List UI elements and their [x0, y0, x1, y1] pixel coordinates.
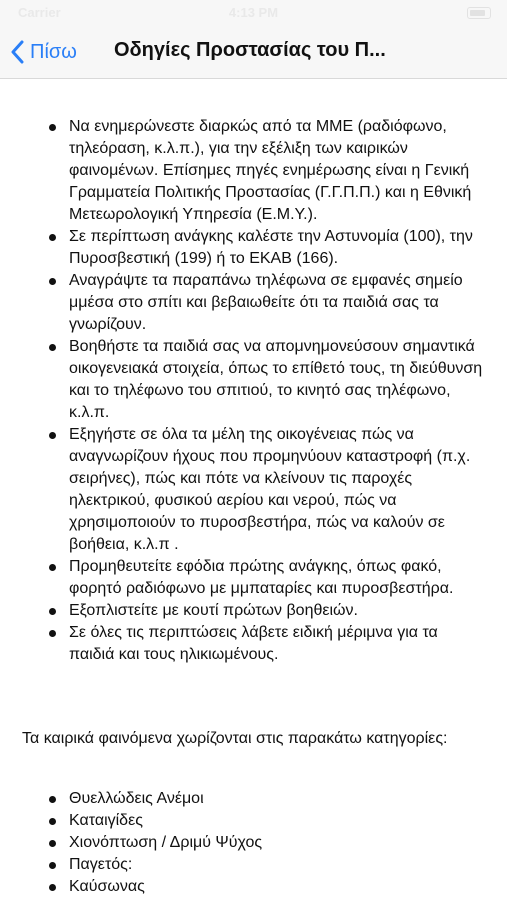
- bullet-icon: [49, 796, 56, 803]
- list-item: [0, 116, 507, 226]
- navigation-bar: [0, 26, 507, 79]
- list-item: [0, 270, 507, 336]
- list-item: [0, 226, 507, 270]
- list-item-text: Χιονόπτωση / Δριμύ Ψύχος: [69, 834, 263, 851]
- list-item-text: Εξηγήστε σε όλα τα μέλη της οικογένειας πώς να αναγνωρίζουν ήχους που προμηνύουν καταστροφή (π.χ. σειρήνες), πώς και πότε να κλείνουν τις παροχές ηλεκτρικού, φυσικού αερίου και νερού, πώς να χρησιμοποιούν το πυροσβεστήρα, πώς να καλούν σε βοήθεια, κ.λ.π .: [69, 426, 471, 553]
- list-item: [0, 622, 507, 666]
- bullet-icon: [49, 234, 56, 241]
- list-item: [0, 556, 507, 600]
- carrier-label: Carrier: [18, 5, 61, 20]
- bullet-icon: [49, 124, 56, 131]
- list-item: [0, 832, 507, 854]
- bullet-icon: [49, 884, 56, 891]
- list-item-text: Θυελλώδεις Ανέμοι: [69, 790, 204, 807]
- bullet-icon: [49, 608, 56, 615]
- bullet-icon: [49, 630, 56, 637]
- list-item-text: Σε περίπτωση ανάγκης καλέστε την Αστυνομία (100), την Πυροσβεστική (199) ή το ΕΚΑΒ (166).: [69, 228, 473, 267]
- list-item-text: Σε όλες τις περιπτώσεις λάβετε ειδική μέριμνα για τα παιδιά και τους ηλικιωμένους.: [69, 624, 438, 663]
- bullet-icon: [49, 278, 56, 285]
- list-item-text: Προμηθευτείτε εφόδια πρώτης ανάγκης, όπως φακό, φορητό ραδιόφωνο με μμπαταρίες και πυροσβεστήρα.: [69, 558, 454, 597]
- bullet-icon: [49, 344, 56, 351]
- back-label: Πίσω: [30, 40, 77, 63]
- page-title: Οδηγίες Προστασίας του Π...: [114, 39, 386, 61]
- bullet-icon: [49, 432, 56, 439]
- list-item: [0, 424, 507, 556]
- list-item-text: Βοηθήστε τα παιδιά σας να απομνημονεύσουν σημαντικά οικογενειακά στοιχεία, όπως το επίθετό τους, τη διεύθυνση και το τηλέφωνο του σπιτιού, το κινητό σας τηλέφωνο, κ.λ.π.: [69, 338, 483, 421]
- back-button[interactable]: [10, 37, 77, 67]
- status-time: 4:13 PM: [228, 5, 279, 20]
- list-item: [0, 600, 507, 622]
- list-item: [0, 788, 507, 810]
- status-bar: [0, 0, 507, 26]
- chevron-left-icon: [10, 40, 24, 64]
- content-area[interactable]: [0, 79, 507, 900]
- list-item-text: Αναγράψτε τα παραπάνω τηλέφωνα σε εμφανές σημείο μμέσα στο σπίτι και βεβαιωθείτε ότι τα παιδιά σας τα γνωρίζουν.: [69, 272, 463, 333]
- bullet-icon: [49, 840, 56, 847]
- bullet-icon: [49, 564, 56, 571]
- instructions-list: [0, 116, 507, 666]
- categories-intro: Τα καιρικά φαινόμενα χωρίζονται στις παρακάτω κατηγορίες:: [22, 730, 448, 747]
- list-item-text: Καύσωνας: [69, 878, 145, 895]
- list-item: [0, 810, 507, 832]
- list-item-text: Να ενημερώνεστε διαρκώς από τα ΜΜΕ (ραδιόφωνο, τηλεόραση, κ.λ.π.), για την εξέλιξη των καιρικών φαινομένων. Επίσημες πηγές ενημέρωσης είναι η Γενική Γραμματεία Πολιτικής Προστασίας (Γ.Γ.Π.Π.) και η Εθνική Μετεωρολογική Υπηρεσία (Ε.Μ.Υ.).: [69, 118, 472, 223]
- bullet-icon: [49, 818, 56, 825]
- list-item: [0, 854, 507, 876]
- list-item-text: Παγετός:: [69, 856, 133, 873]
- bullet-icon: [49, 862, 56, 869]
- battery-icon: [467, 7, 491, 19]
- list-item-text: Εξοπλιστείτε με κουτί πρώτων βοηθειών.: [69, 602, 358, 619]
- list-item: [0, 336, 507, 424]
- list-item: [0, 876, 507, 898]
- list-item-text: Καταιγίδες: [69, 812, 143, 829]
- categories-list: [0, 788, 507, 898]
